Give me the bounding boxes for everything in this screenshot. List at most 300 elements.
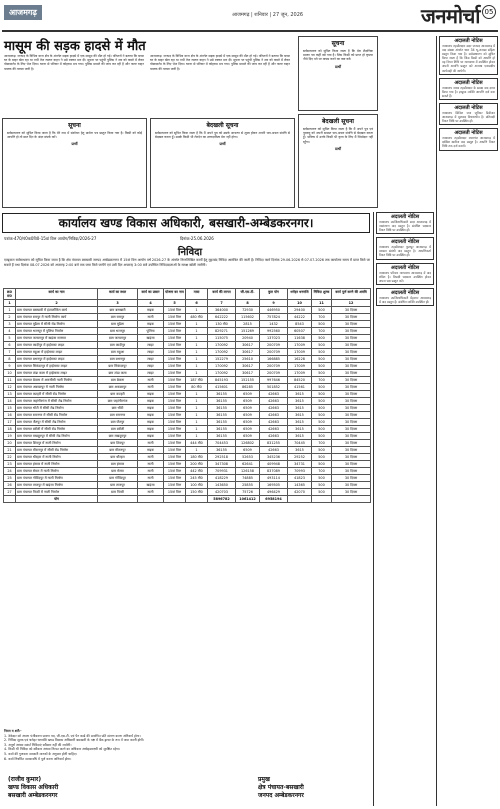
table-cell: 1 [186,321,208,328]
table-cell: 829271 [208,328,236,335]
table-cell: 15वां वित्त [164,412,186,419]
court-notice-title: अदालती नोटिस [390,239,420,246]
table-cell: ग्राम पंचायत ताजपुर में खड़ंजा निर्माण [16,482,98,489]
table-cell: ग्राम पंचायत भीटी में सीसी रोड निर्माण [16,405,98,412]
table-column-number: 5 [164,300,186,307]
signature-line: जनपद अम्बेडकरनगर [258,792,304,799]
table-cell: 500 [312,426,332,433]
table-cell: 997646 [260,377,288,384]
court-notice-title: अदालती नोटिस [454,130,483,137]
notice-body: सर्वसाधारण को सूचित किया जाता है कि मेरे नाम में संशोधन हेतु प्रार्थना पत्र प्रस्तुत किया गया है। किसी को कोई आपत्ति हो तो सात दिन के अंदर संपर्क करें। [7,131,142,140]
table-cell: 21 [4,447,16,454]
table-cell: 19 [4,433,16,440]
table-cell: 30 दिवस [332,419,371,426]
table-cell: 30 दिवस [332,468,371,475]
table-header-cell: कार्य पूर्ण करने की अवधि [332,289,371,300]
table-cell: 200709 [260,349,288,356]
table-cell: ग्राम रामपुर [98,314,138,321]
table-cell: ग्राम बेवाना [98,377,138,384]
table-cell: ग्राम पंचायत सेमरा में नाली निर्माण [16,468,98,475]
masthead [2,2,498,30]
table-cell: ग्राम पंचायत बरौली में सीसी रोड निर्माण [16,426,98,433]
court-notice [439,103,498,125]
table-cell: नाली [138,440,164,447]
table-cell: 42663 [260,419,288,426]
table-cell: ग्राम पंचायत जैतपुर में सीसी रोड निर्माण [16,419,98,426]
table-row [4,405,371,412]
table-cell: 169505 [260,482,288,489]
table-cell: 80 मी0 [186,384,208,391]
table-cell: ग्राम सिकंदरपुर [98,363,138,370]
table-cell: 166885 [260,356,288,363]
table-cell: 30 दिवस [332,454,371,461]
table-cell: 200709 [260,342,288,349]
terms-item: 3. अपूर्ण अथवा सशर्त निविदाएं स्वीकार नहीं की जायेंगी। [4,742,72,747]
notice-sign: प्रार्थी [219,142,226,147]
table-cell: नाली [138,461,164,468]
table-cell: ग्राम मीरानपुर [98,447,138,454]
tender-intro: एतद्द्वारा सर्वसाधारण को सूचित किया जाता है कि क्षेत्र पंचायत बसखारी जनपद अम्बेडकरनगर में 15वां वित्त आयोग वर्ष 2026-27 के अंतर्गत निम्नलिखित कार्यों हेतु मुहरबंद निविदा आमंत्रित की जाती है। निविदा फार्म दिनांक 29.06.2026 से 07.07.2026 तक कार्यालय समय में प्राप्त किये जा सकते हैं तथा दिनांक 08.07.2026 को अपरान्ह 2:00 बजे तक जमा किये जायेंगे एवं उसी दिन अपरान्ह 3:00 बजे उपस्थित निविदादाताओं के समक्ष खोली जायेंगी। [4,258,370,267]
table-cell: 170092 [208,349,236,356]
table-header-cell: कुल योग [260,289,288,300]
table-cell: ग्राम सेमरा [98,468,138,475]
notice-title: सूचना [331,40,345,47]
table-cell: 757824 [260,314,288,321]
section-tag: आजमगढ़ [4,5,42,20]
table-cell: 15वां वित्त [164,482,186,489]
table-cell: 75726 [236,489,260,496]
table-cell: 1432 [260,321,288,328]
table-cell: ग्राम पंचायत रामपुर में नाली निर्माण कार्य [16,314,98,321]
table-cell: ग्राम पंचायत बेवाना में आरसीसी नाली निर्माण [16,377,98,384]
table-cell: 415601 [208,384,236,391]
table-cell: 30 दिवस [332,342,371,349]
table-column-number: 7 [208,300,236,307]
dateline: आजमगढ़ | शनिवार | 27 जून, 2026 [232,12,304,18]
table-cell: 30 दिवस [332,349,371,356]
table-cell: 15वां वित्त [164,419,186,426]
notice-title: बेदखली सूचना [322,118,354,125]
table-cell: 30 दिवस [332,398,371,405]
table-cell: 152279 [208,356,236,363]
table-cell: 16 [4,412,16,419]
terms-item: 5. कार्य की गुणवत्ता सरकारी मानकों के अनुसार होनी चाहिए। [4,751,77,756]
table-cell: 1 [186,307,208,314]
table-row [4,482,371,489]
table-total-cell [288,496,312,503]
table-cell: 3615 [288,391,312,398]
table-cell: 115075 [208,335,236,342]
table-cell: 992560 [260,328,288,335]
tender-ref-number: पत्रांक-470/पं0क0वि0-15वां वित्त आयोग/निविदा/2026-27 [4,236,97,241]
table-cell: ग्राम भीटी [98,405,138,412]
table-cell: ग्राम पंचायत पिपरी में नाली निर्माण [16,489,98,496]
table-cell: नाली [138,489,164,496]
notice-box-4 [298,114,378,208]
table-cell: 500 [312,391,332,398]
table-cell: 1 [186,349,208,356]
table-cell: 364000 [208,307,236,314]
court-notice-title: अदालती नोटिस [454,79,483,86]
table-header-cell: कार्य का नाम [16,289,98,300]
table-cell: ग्राम हंसवर [98,461,138,468]
table-cell: 30 दिवस [332,377,371,384]
table-header-cell: क्र0 सं0 [4,289,16,300]
table-cell: 500 [312,419,332,426]
table-cell: 115602 [236,314,260,321]
table-cell: 30 दिवस [332,370,371,377]
court-notice [376,237,434,259]
table-cell: ग्राम ताजपुर [98,482,138,489]
table-cell: 501852 [260,384,288,391]
table-total-cell [164,496,186,503]
table-cell: 15वां वित्त [164,314,186,321]
court-notices-column-2 [439,36,498,806]
column-divider [436,36,437,806]
table-cell: 30617 [236,370,260,377]
table-cell: 500 [312,356,332,363]
table-cell: ग्राम पंचायत धौरहरा में नाली निर्माण [16,454,98,461]
table-cell: नाली [138,384,164,391]
table-header-cell: कार्य का स्थल [98,289,138,300]
table-cell: 30 दिवस [332,447,371,454]
table-cell: 245 मी0 [186,475,208,482]
terms-item: 4. किसी भी निविदा को स्वीकार अथवा निरस्त करने का अधिकार अधोहस्ताक्षरी को सुरक्षित रहेगा। [4,747,121,752]
signature-bdo [8,776,58,800]
table-column-number: 10 [288,300,312,307]
table-cell: 23 [4,461,16,468]
table-cell: 70993 [288,468,312,475]
table-row [4,447,371,454]
table-header-cell: मात्रा [186,289,208,300]
table-header-cell: योजना का नाम [164,289,186,300]
table-cell: 187 मी0 [186,377,208,384]
table-cell: 30 दिवस [332,321,371,328]
court-notice-body: न्यायालय परिवार न्यायालय आजमगढ़ में वाद लंबित है। विपक्षी पक्षकार उपस्थित होकर अपना पक्ष प्रस्तुत करें। [379,270,431,283]
table-cell: सड़क [138,405,164,412]
table-cell: 6509 [236,412,260,419]
table-cell: लाइट [138,356,164,363]
table-cell: 30617 [236,342,260,349]
table-cell: ग्राम पंचायत शिवपुर में नाली निर्माण [16,440,98,447]
table-cell: 41561 [288,384,312,391]
table-cell: 170092 [208,370,236,377]
table-cell: 6509 [236,398,260,405]
table-cell: 170092 [208,342,236,349]
table-cell: 42663 [260,398,288,405]
table-cell: 1 [186,412,208,419]
table-cell: ग्राम पंचायत कादीपुर में हाईमास्ट लाइट [16,342,98,349]
terms-title: नियम व शर्तें:- [4,729,22,733]
table-cell: 72930 [236,307,260,314]
table-cell: 446950 [260,307,288,314]
table-row [4,419,371,426]
table-cell: नाली [138,377,164,384]
table-cell: 25 [4,475,16,482]
table-cell: 444 मी0 [186,440,208,447]
table-cell: ग्राम बरौली [98,426,138,433]
table-cell: 126802 [236,440,260,447]
table-cell: ग्राम बसखारी [98,307,138,314]
table-cell: ग्राम पंचायत महुआ में हाईमास्ट लाइट [16,349,98,356]
table-cell: ग्राम पंचायत मीरानपुर में सीसी रोड निर्माण [16,447,98,454]
table-cell: 36155 [208,405,236,412]
table-cell: ग्राम पंचायत कटहरी में सीसी रोड निर्माण [16,391,98,398]
table-cell: 16228 [288,356,312,363]
table-cell: 837089 [260,468,288,475]
table-cell: 1 [186,370,208,377]
table-cell: ग्राम धौरहरा [98,454,138,461]
table-cell: 3615 [288,426,312,433]
table-cell: 500 [312,475,332,482]
table-cell: 62641 [236,461,260,468]
table-cell: ग्राम पंचायत अकबरपुर में नाली निर्माण [16,384,98,391]
court-notice-body: न्यायालय नायब तहसीलदार के समक्ष वाद दायर किया गया है। इच्छुक व्यक्ति आपत्ति दर्ज करा सकते हैं। [442,85,495,98]
table-cell: ग्राम जैतपुर [98,419,138,426]
table-cell: 500 [312,482,332,489]
story-column-2: आजमगढ़। जनपद के विभिन्न थाना क्षेत्र के अंतर्गत सड़क हादसे में एक मासूम की मौत हो गई। परिजनों ने बताया कि बच्चा घर के बाहर खेल रहा था तभी तेज रफ्तार वाहन ने उसे टक्कर मार दी। सूचना पर पहुंची पुलिस ने शव को कब्जे में लेकर पोस्टमार्टम के लिए भेज दिया। घटना से परिवार में कोहराम मच गया। पुलिस मामले की जांच कर रही है और फरार वाहन चालक की तलाश जारी है। [150,54,290,71]
table-cell: 15वां वित्त [164,356,186,363]
table-cell: 500 [312,398,332,405]
table-cell: 41823 [288,475,312,482]
table-cell: 1 [186,342,208,349]
table-cell: 500 [312,454,332,461]
table-cell: 143650 [208,482,236,489]
notice-body: सर्वसाधारण को सूचित किया जाता है कि मेरा शैक्षणिक प्रमाण पत्र कहीं खो गया है। जिस किसी को प्राप्त हो कृपया नीचे दिए पते पर वापस करने का कष्ट करें। [303,49,373,62]
table-row [4,349,371,356]
table-column-number: 6 [186,300,208,307]
court-notice-body: न्यायालय तहसीलदार सदर जनपद आजमगढ़ में वाद संख्या अंतर्गत धारा 34 भू-राजस्व संहिता प्रस्तुत किया गया है। सर्वसाधारण को सूचित किया जाता है कि जिस किसी को आपत्ति हो वह नियत तिथि पर न्यायालय में उपस्थित होकर अपनी आपत्ति प्रस्तुत करे अन्यथा एकपक्षीय कार्यवाही की जायेगी। [442,44,495,73]
table-cell: ग्राम मुड़ैला [98,321,138,328]
table-total-cell [138,496,164,503]
table-cell: ग्राम पंचायत रामनगर में सीसी रोड निर्माण [16,412,98,419]
court-notice [376,212,434,234]
table-cell: 42663 [260,433,288,440]
table-cell: 15वां वित्त [164,447,186,454]
table-cell: 30 दिवस [332,335,371,342]
table-cell: 3 [4,321,16,328]
table-cell: 42070 [288,489,312,496]
table-cell: 15वां वित्त [164,321,186,328]
table-cell: 1 [186,335,208,342]
table-cell: 2 [4,314,16,321]
tender-table-body [4,307,371,503]
table-cell: 15वां वित्त [164,370,186,377]
table-cell: 15वां वित्त [164,391,186,398]
table-cell: 500 [312,433,332,440]
table-cell: 137023 [260,335,288,342]
table-column-number: 9 [260,300,288,307]
table-cell: ग्राम कटहरी [98,391,138,398]
table-cell: ग्राम पंचायत बभनपुर में हाईमास्ट लाइट [16,356,98,363]
table-cell: 6509 [236,447,260,454]
table-cell: 347308 [208,461,236,468]
table-cell: 6509 [236,391,260,398]
notice-sign: प्रार्थी [334,64,342,69]
table-cell: 3615 [288,433,312,440]
table-cell: 15वां वित्त [164,475,186,482]
court-notice-body: न्यायालय सिविल जज जूनियर डिवीजन आजमगढ़ में मूलवाद विचाराधीन है। प्रतिवादी नियत तिथि पर उपस्थित हों। [442,110,495,124]
table-cell: 180 मी0 [186,454,208,461]
table-total-cell: 1061412 [236,496,260,503]
table-cell: 845193 [208,377,236,384]
table-header-cell: कार्य की लागत [208,289,236,300]
table-cell: 700 [312,377,332,384]
table-cell: 152155 [236,377,260,384]
table-cell: सड़क [138,426,164,433]
table-cell: 30 दिवस [332,307,371,314]
table-cell: 15वां वित्त [164,377,186,384]
table-header-cell: जी.एस.टी. [236,289,260,300]
table-cell: 30 दिवस [332,475,371,482]
signature-line: प्रमुख [258,776,270,783]
table-cell: 36155 [208,447,236,454]
table-cell: 30 दिवस [332,363,371,370]
table-total-cell [312,496,332,503]
table-cell: 30 दिवस [332,314,371,321]
table-cell: 30617 [236,349,260,356]
table-cell: 42663 [260,391,288,398]
table-cell: 500 [312,363,332,370]
table-cell: नाली [138,475,164,482]
signature-line: खण्ड विकास अधिकारी [8,784,59,791]
table-column-number: 4 [138,300,164,307]
table-cell: 15वां वित्त [164,307,186,314]
table-cell: 15वां वित्त [164,363,186,370]
table-cell: 418229 [208,475,236,482]
table-cell: 15वां वित्त [164,328,186,335]
table-cell: ग्राम पंचायत टांडा कला में हाईमास्ट लाइट [16,370,98,377]
table-cell: 11638 [288,335,312,342]
table-cell: 25610 [236,356,260,363]
column-divider [373,212,374,806]
table-total-row [4,496,371,503]
table-cell: 15वां वित्त [164,454,186,461]
court-notice-title: अदालती नोटिस [390,264,420,271]
table-cell: 1 [186,356,208,363]
table-row [4,335,371,342]
table-cell: 30 दिवस [332,482,371,489]
table-total-cell [186,496,208,503]
tender-date: दिनांक-25.06.2026 [180,236,214,241]
notice-box-2 [150,118,295,208]
court-notice-title: अदालती नोटिस [454,38,483,44]
table-cell: 36155 [208,433,236,440]
table-cell: नाली [138,454,164,461]
table-cell: ग्राम पंचायत सिकंदरपुर में हाईमास्ट लाइट [16,363,98,370]
table-cell: 151269 [236,328,260,335]
table-cell: ग्राम पंचायत मुड़ैला में सीसी रोड निर्माण [16,321,98,328]
table-header-cell: निविदा शुल्क [312,289,332,300]
table-cell: 345236 [260,454,288,461]
table-cell: 7 [4,349,16,356]
table-cell: ग्राम मखदूमपुर [98,433,138,440]
table-cell: ग्राम जहांगीरगंज [98,398,138,405]
notice-body: सर्वसाधारण को सूचित किया जाता है कि मैं अपने पुत्र एवं पुत्रवधू को अपनी समस्त चल-अचल संपत्ति से बेदखल करता हूँ। भविष्य में उनके किसी भी कृत्य के लिए मैं जिम्मेदार नहीं रहूँगा। [303,127,373,144]
table-cell: 60507 [288,328,312,335]
table-cell: 17009 [288,342,312,349]
table-row [4,391,371,398]
table-cell: 15वां वित्त [164,440,186,447]
table-cell: 642222 [208,314,236,321]
table-cell: ग्राम गोविंदपुर [98,475,138,482]
table-cell: 42663 [260,412,288,419]
table-cell: 709931 [208,468,236,475]
table-cell: 6 [4,342,16,349]
table-row [4,398,371,405]
table-cell: लाइट [138,342,164,349]
table-cell: ग्राम कादीपुर [98,342,138,349]
table-total-cell [332,496,371,503]
table-cell: 15वां वित्त [164,405,186,412]
table-cell: 36155 [208,412,236,419]
table-cell: ग्राम रामनगर [98,412,138,419]
table-cell: 30 दिवस [332,426,371,433]
table-cell: 200 मी0 [186,461,208,468]
table-cell: 30 दिवस [332,440,371,447]
table-row [4,328,371,335]
tender-heading: निविदा [177,247,203,258]
table-cell: 1 [186,447,208,454]
table-cell: 1 [186,398,208,405]
table-cell: 6509 [236,419,260,426]
table-row [4,412,371,419]
table-cell: 14365 [288,482,312,489]
newspaper-brand: जनमोर्चा [421,4,480,28]
table-cell: 12 [4,384,16,391]
table-row [4,356,371,363]
table-cell: 30 दिवस [332,489,371,496]
table-cell: 22 [4,454,16,461]
table-cell: 15वां वित्त [164,468,186,475]
table-cell: 36155 [208,391,236,398]
table-cell: ग्राम भरतपुर [98,328,138,335]
table-cell: 30 दिवस [332,412,371,419]
table-column-number: 8 [236,300,260,307]
table-cell: 25855 [236,482,260,489]
table-cell: 29400 [288,307,312,314]
table-row [4,314,371,321]
table-cell: सड़क [138,412,164,419]
table-cell: 9 [4,363,16,370]
table-cell: 26 [4,482,16,489]
table-cell: 700 [312,468,332,475]
table-cell: 3615 [288,419,312,426]
tender-table [3,288,371,503]
table-cell: 500 [312,412,332,419]
table-cell: खड़ंजा [138,482,164,489]
news-headline: मासूम की सड़क हादसे में मौत [4,39,146,54]
table-cell: 86285 [236,384,260,391]
table-cell: ग्राम पंचायत भरतपुर में पुलिया निर्माण [16,328,98,335]
table-cell: 20940 [236,335,260,342]
table-cell: 3615 [288,398,312,405]
signature-line: क्षेत्र पंचायत-बसखारी [258,784,304,791]
table-cell: 15वां वित्त [164,461,186,468]
table-cell: ग्राम पंचायत जलालपुर में खड़ंजा मरम्मत [16,335,98,342]
table-cell: ग्राम अकबरपुर [98,384,138,391]
notice-box-1 [2,118,147,208]
table-row [4,426,371,433]
table-cell: 17009 [288,370,312,377]
table-cell: 500 [312,307,332,314]
table-cell: 34731 [288,461,312,468]
table-cell: ग्राम पंचायत बसखारी में इंटरलॉकिंग कार्य [16,307,98,314]
table-cell: 15वां वित्त [164,489,186,496]
table-cell: ग्राम पंचायत मखदूमपुर में सीसी रोड निर्माण [16,433,98,440]
table-cell: 3615 [288,405,312,412]
table-cell: 500 [312,461,332,468]
